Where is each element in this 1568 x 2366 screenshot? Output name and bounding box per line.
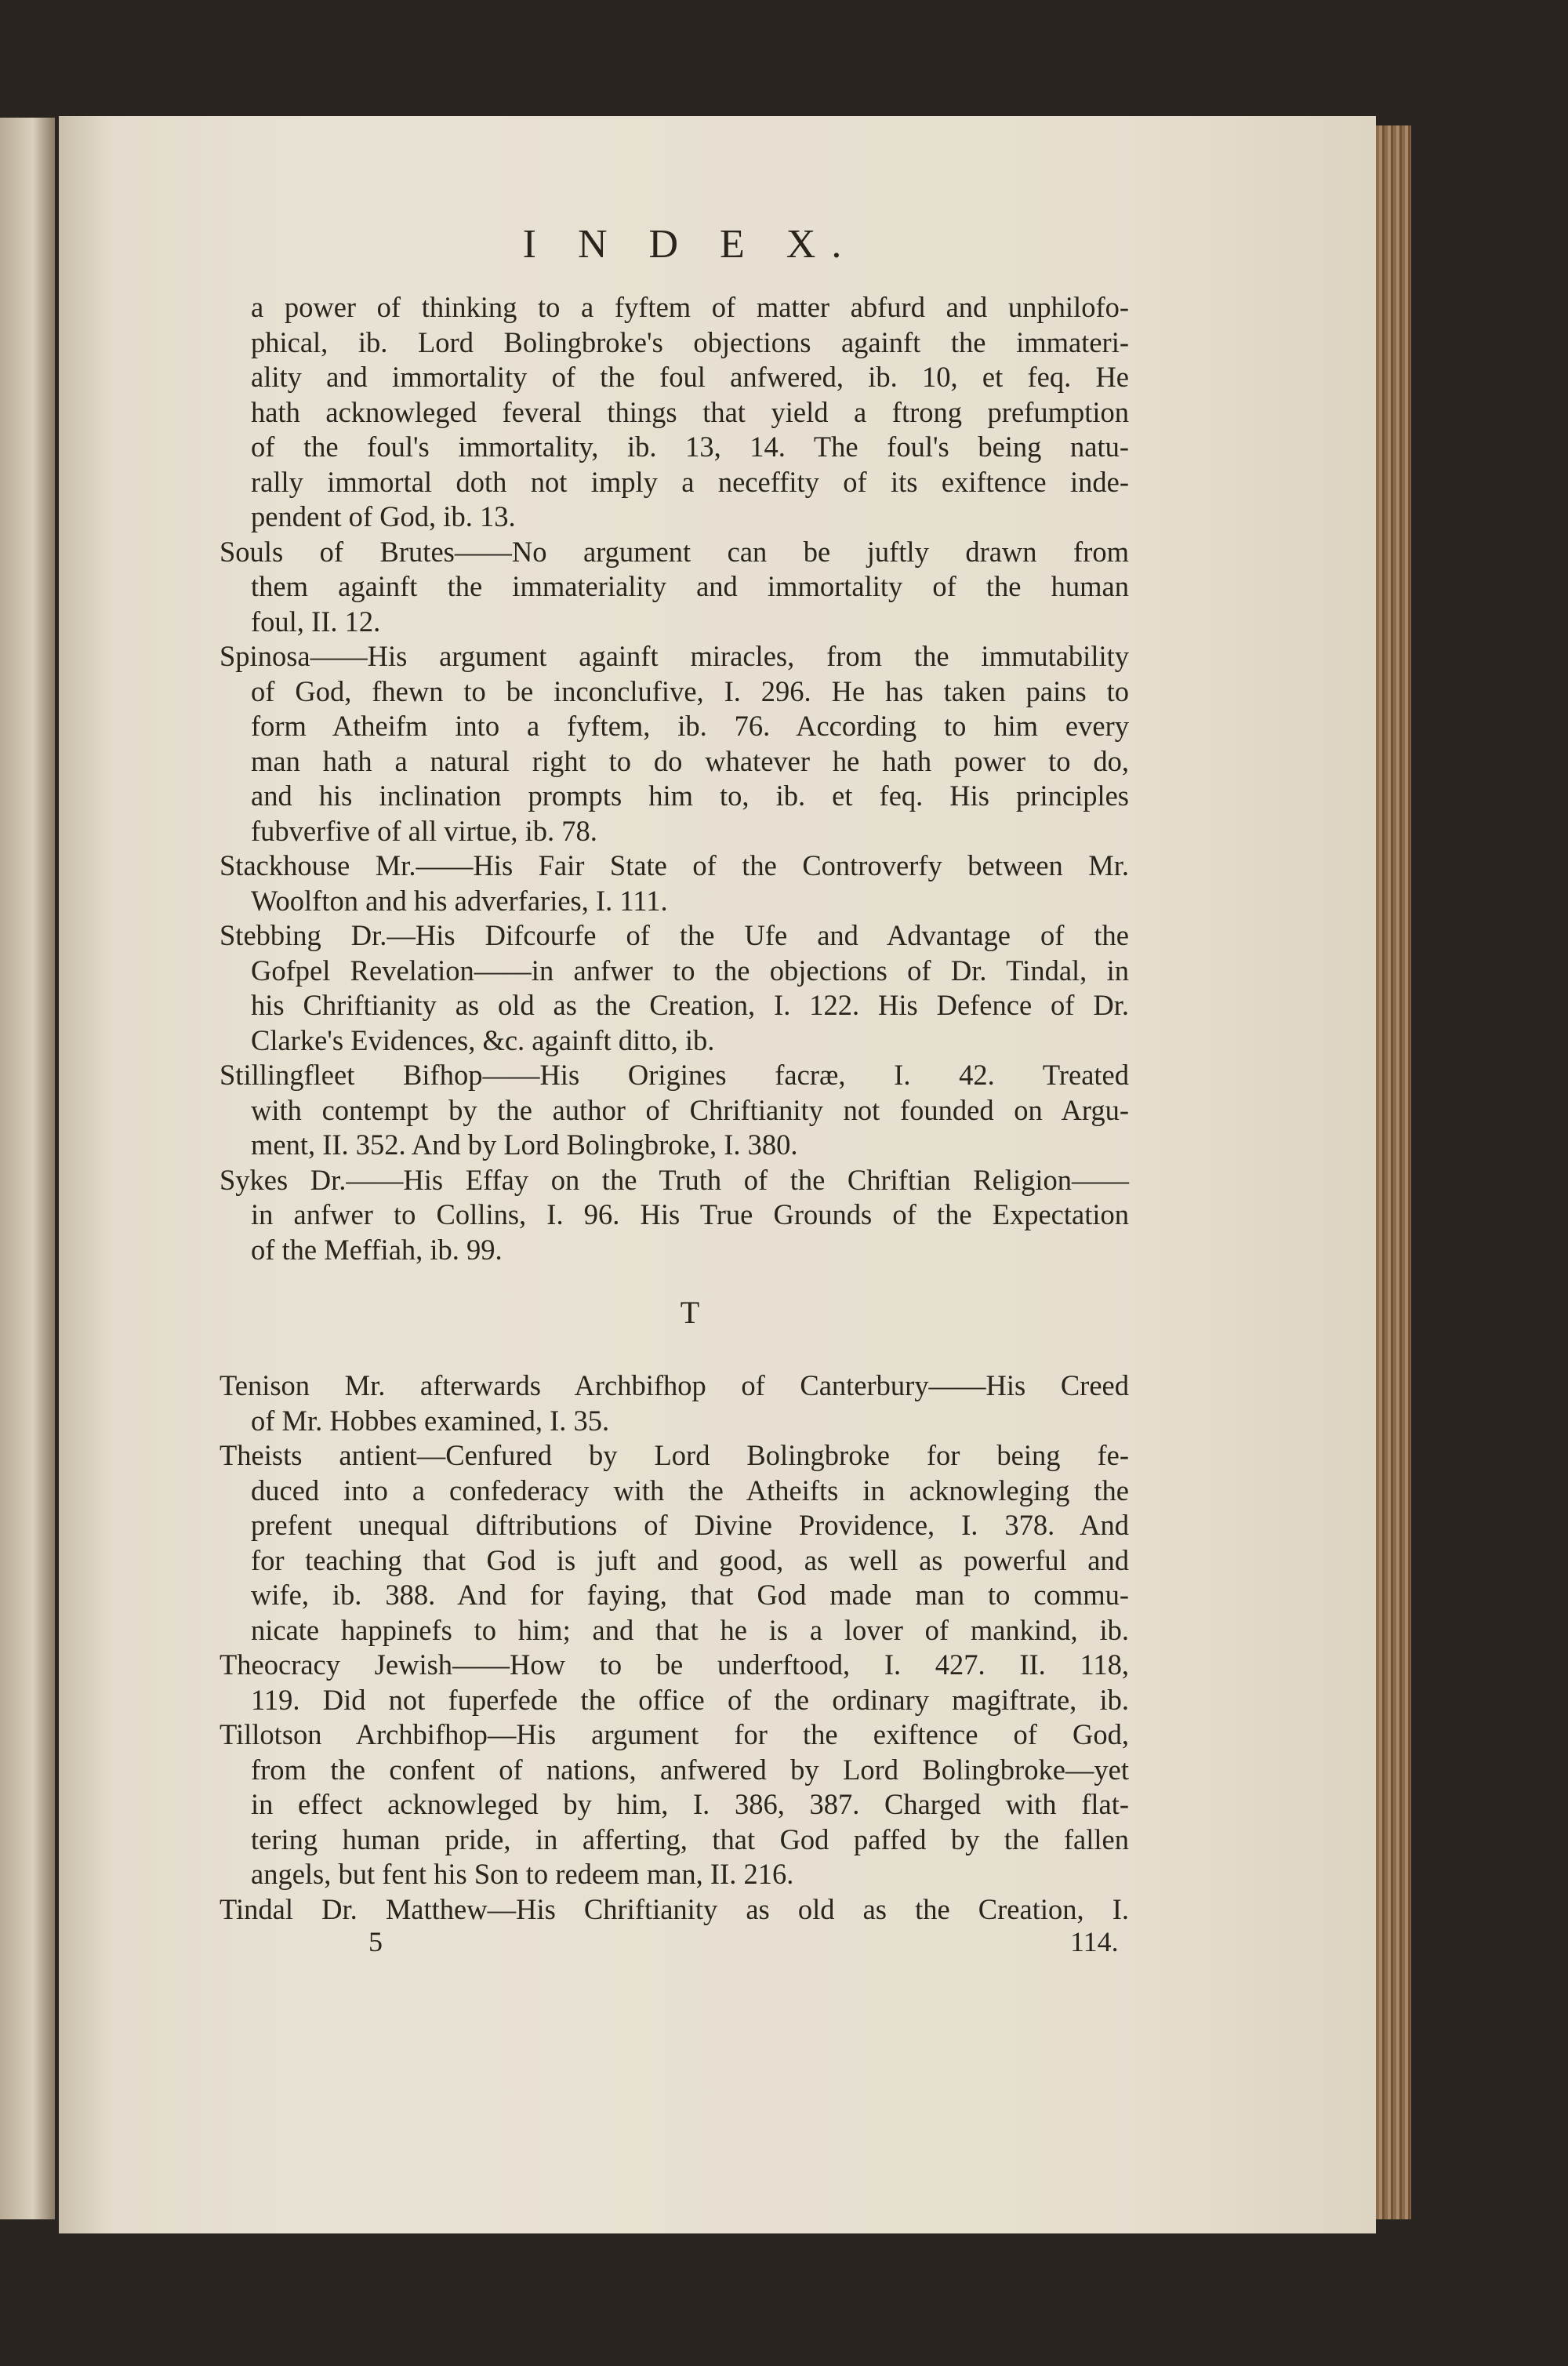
catchword: 114. bbox=[1070, 1926, 1119, 1957]
index-line: rally immortal doth not imply a neceffity of its exiftence inde- bbox=[251, 465, 1129, 498]
signature-mark: 5 bbox=[368, 1926, 383, 1957]
index-line: Stillingfleet Bifhop——His Origines facræ, I. 42. Treated bbox=[220, 1059, 1129, 1091]
index-line: Tillotson Archbifhop—His argument for the exiftence of God, bbox=[220, 1718, 1129, 1750]
index-line: 119. Did not fuperfede the office of the ordinary magiftrate, ib. bbox=[251, 1683, 1129, 1716]
index-line: of God, fhewn to be inconclufive, I. 296. He has taken pains to bbox=[251, 674, 1129, 707]
index-line: Woolfton and his adverfaries, I. 111. bbox=[251, 884, 668, 917]
index-text-s bbox=[220, 290, 1129, 1267]
index-line: prefent unequal diftributions of Divine Providence, I. 378. And bbox=[251, 1509, 1129, 1541]
section-letter: T bbox=[680, 1295, 700, 1330]
index-line: Theocracy Jewish——How to be underftood, I. 427. II. 118, bbox=[220, 1648, 1129, 1681]
index-line: Souls of Brutes——No argument can be juftly drawn from bbox=[220, 535, 1129, 568]
index-line: in anfwer to Collins, I. 96. His True Grounds of the Expectation bbox=[251, 1198, 1129, 1230]
index-line: phical, ib. Lord Bolingbroke's objections againft the immateri- bbox=[251, 325, 1129, 358]
facing-page-edge bbox=[0, 118, 55, 2219]
index-line: ment, II. 352. And by Lord Bolingbroke, I. 380. bbox=[251, 1128, 798, 1161]
index-line: nicate happinefs to him; and that he is a lover of mankind, ib. bbox=[251, 1613, 1129, 1646]
index-line: ality and immortality of the foul anfwered, ib. 10, et feq. He bbox=[251, 361, 1129, 393]
index-line: Stackhouse Mr.——His Fair State of the Controverfy between Mr. bbox=[220, 849, 1129, 881]
index-line: wife, ib. 388. And for faying, that God made man to commu- bbox=[251, 1579, 1129, 1611]
index-line: foul, II. 12. bbox=[251, 605, 381, 638]
index-line: from the confent of nations, anfwered by Lord Bolingbroke—yet bbox=[251, 1753, 1129, 1786]
index-line: in effect acknowleged by him, I. 386, 387. Charged with flat- bbox=[251, 1788, 1129, 1820]
index-line: a power of thinking to a fyftem of matter abfurd and unphilofo- bbox=[251, 291, 1129, 323]
index-line: Gofpel Revelation——in anfwer to the objections of Dr. Tindal, in bbox=[251, 954, 1129, 987]
index-line: Tindal Dr. Matthew—His Chriftianity as old as the Creation, I. bbox=[220, 1892, 1129, 1925]
index-line: Clarke's Evidences, &c. againft ditto, ib. bbox=[251, 1023, 715, 1056]
index-line: Spinosa——His argument againft miracles, from the immutability bbox=[220, 640, 1129, 672]
index-line: and his inclination prompts him to, ib. et feq. His principles bbox=[251, 780, 1129, 812]
index-text-t bbox=[220, 1368, 1129, 1927]
index-line: form Atheifm into a fyftem, ib. 76. According to him every bbox=[251, 710, 1129, 742]
index-line: them againft the immateriality and immortality of the human bbox=[251, 570, 1129, 602]
index-line: Stebbing Dr.—His Difcourfe of the Ufe and Advantage of the bbox=[220, 919, 1129, 951]
index-line: for teaching that God is juft and good, as well as powerful and bbox=[251, 1543, 1129, 1576]
index-line: Sykes Dr.——His Effay on the Truth of the Chriftian Religion—— bbox=[220, 1163, 1129, 1196]
index-line: pendent of God, ib. 13. bbox=[251, 500, 516, 532]
index-line: angels, but fent his Son to redeem man, II. 216. bbox=[251, 1858, 794, 1890]
index-line: fubverfive of all virtue, ib. 78. bbox=[251, 814, 597, 847]
index-line: his Chriftianity as old as the Creation, I. 122. His Defence of Dr. bbox=[251, 989, 1129, 1021]
index-line: tering human pride, in afferting, that God paffed by the fallen bbox=[251, 1823, 1129, 1855]
index-line: man hath a natural right to do whatever he hath power to do, bbox=[251, 744, 1129, 777]
index-line: of the Meffiah, ib. 99. bbox=[251, 1233, 503, 1266]
index-line: duced into a confederacy with the Atheifts in acknowleging the bbox=[251, 1474, 1129, 1506]
index-line: Theists antient—Cenfured by Lord Bolingbroke for being fe- bbox=[220, 1439, 1129, 1471]
index-line: of Mr. Hobbes examined, I. 35. bbox=[251, 1404, 610, 1437]
index-line: Tenison Mr. afterwards Archbifhop of Canterbury——His Creed bbox=[220, 1369, 1129, 1401]
running-header: I N D E X. bbox=[522, 222, 858, 267]
index-line: with contempt by the author of Chriftianity not founded on Argu- bbox=[251, 1093, 1129, 1126]
index-line: hath acknowleged feveral things that yield a ftrong prefumption bbox=[251, 395, 1129, 428]
index-line: of the foul's immortality, ib. 13, 14. The foul's being natu- bbox=[251, 431, 1129, 463]
